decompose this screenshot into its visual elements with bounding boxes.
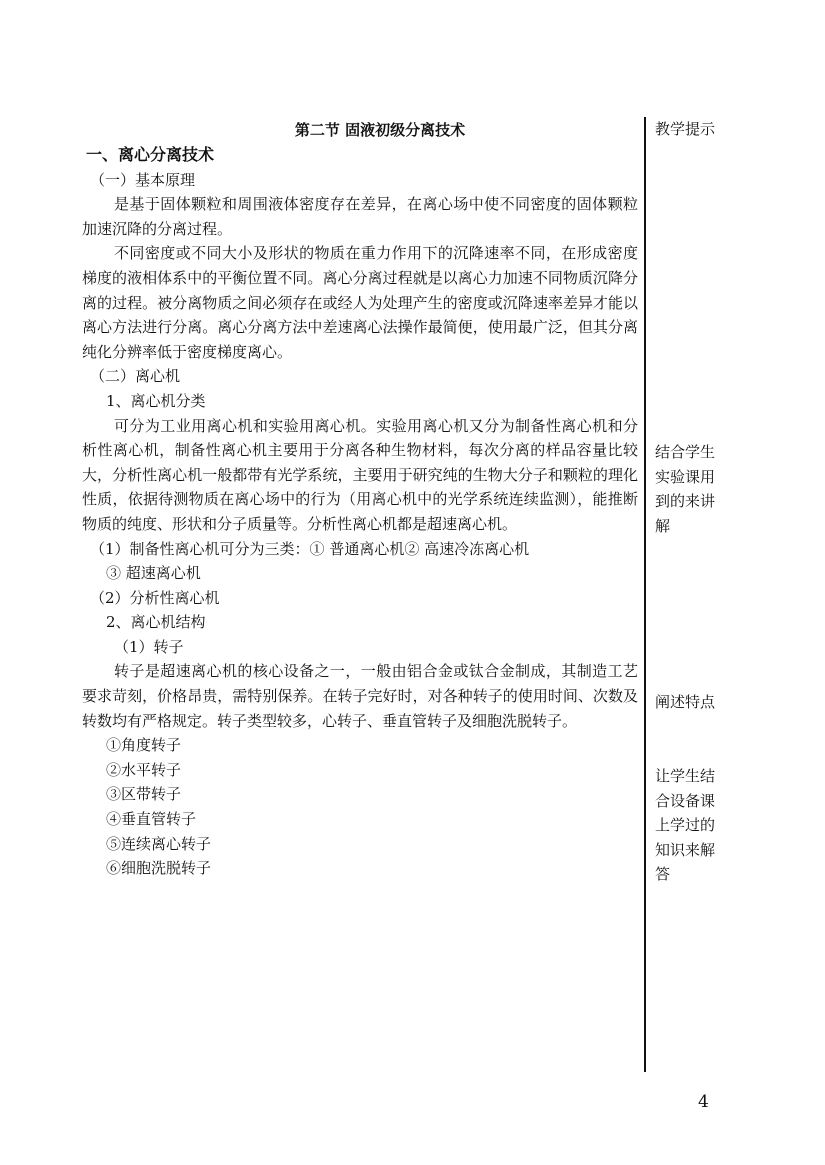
rotor-type-item: ①角度转子: [106, 736, 182, 755]
sidebar-note-line: 到的来讲: [655, 492, 716, 511]
sidebar-note-line: 实验课用: [655, 467, 716, 486]
subheading-centrifuge: （二）离心机: [90, 367, 181, 386]
sidebar-note-2: [655, 690, 730, 715]
heading-centrifugal-separation: 一、离心分离技术: [86, 145, 215, 164]
paragraph-principle: 是基于固体颗粒和周围液体密度存在差异，在离心场中使不同密度的固体颗粒加速沉降的分离过程。: [82, 195, 638, 238]
rotor-type-item: ⑥细胞洗脱转子: [106, 859, 212, 878]
list-item-analytical: （2）分析性离心机: [90, 588, 220, 607]
sidebar-note-line: 答: [655, 865, 671, 884]
sidebar-note-line: 解: [655, 516, 671, 535]
rotor-type-item: ③区带转子: [106, 785, 182, 804]
main-content: [82, 117, 638, 881]
sidebar-header-text: 教学提示: [655, 120, 716, 138]
subheading-basic-principle: （一）基本原理: [90, 170, 196, 189]
paragraph-density-gradient: 不同密度或不同大小及形状的物质在重力作用下的沉降速率不同，在形成密度梯度的液相体系中的平衡位置不同。离心分离过程就是以离心力加速不同物质沉降分离的过程。被分离物质之间必须存在或经人为处理产生的密度或沉降速率差异才能以离心方法进行分离。离心分离方法中差速离心法操作最简便，使用最广泛，但其分离纯化分辨率低于密度梯度离心。: [82, 244, 638, 361]
column-divider: [644, 117, 646, 1072]
sidebar-note-line: 阐述特点: [655, 693, 716, 711]
rotor-type-item: ⑤连续离心转子: [106, 834, 212, 853]
rotor-type-item: ④垂直管转子: [106, 810, 197, 829]
sidebar-header: [655, 117, 730, 142]
item-centrifuge-structure: 2、离心机结构: [106, 613, 206, 632]
page-number: 4: [698, 1092, 709, 1112]
item-rotor: （1）转子: [114, 637, 184, 656]
sidebar-note-line: 知识来解: [655, 840, 716, 859]
sidebar-note-line: 合设备课: [655, 791, 716, 810]
paragraph-rotor: 转子是超速离心机的核心设备之一，一般由铝合金或钛合金制成，其制造工艺要求苛刻，价格昂贵，需特别保养。在转子完好时，对各种转子的使用时间、次数及转数均有严格规定。转子类型较多，心转子、垂直管转子及细胞洗脱转子。: [82, 662, 638, 730]
section-title: 第二节 固液初级分离技术: [294, 121, 466, 139]
list-item-ultracentrifuge: ③ 超速离心机: [106, 564, 201, 583]
sidebar-note-1: [655, 440, 730, 538]
paragraph-classification: 可分为工业用离心机和实验用离心机。实验用离心机又分为制备性离心机和分析性离心机，制备性离心机主要用于分离各种生物材料，每次分离的样品容量比较大，分析性离心机一般都带有光学系统，主要用于研究纯的生物大分子和颗粒的理化性质，依据待测物质在离心场中的行为（用离心机中的光学系统连续监测），能推断物质的纯度、形状和分子质量等。分析性离心机都是超速离心机。: [82, 416, 638, 533]
list-item-preparative: （1）制备性离心机可分为三类：① 普通离心机② 高速冷冻离心机: [90, 539, 530, 558]
sidebar-note-3: [655, 764, 730, 887]
rotor-type-item: ②水平转子: [106, 760, 182, 779]
sidebar-note-line: 上学过的: [655, 816, 716, 835]
sidebar-note-line: 结合学生: [655, 443, 716, 461]
sidebar-note-line: 让学生结: [655, 767, 716, 785]
item-centrifuge-classification: 1、离心机分类: [106, 391, 206, 410]
